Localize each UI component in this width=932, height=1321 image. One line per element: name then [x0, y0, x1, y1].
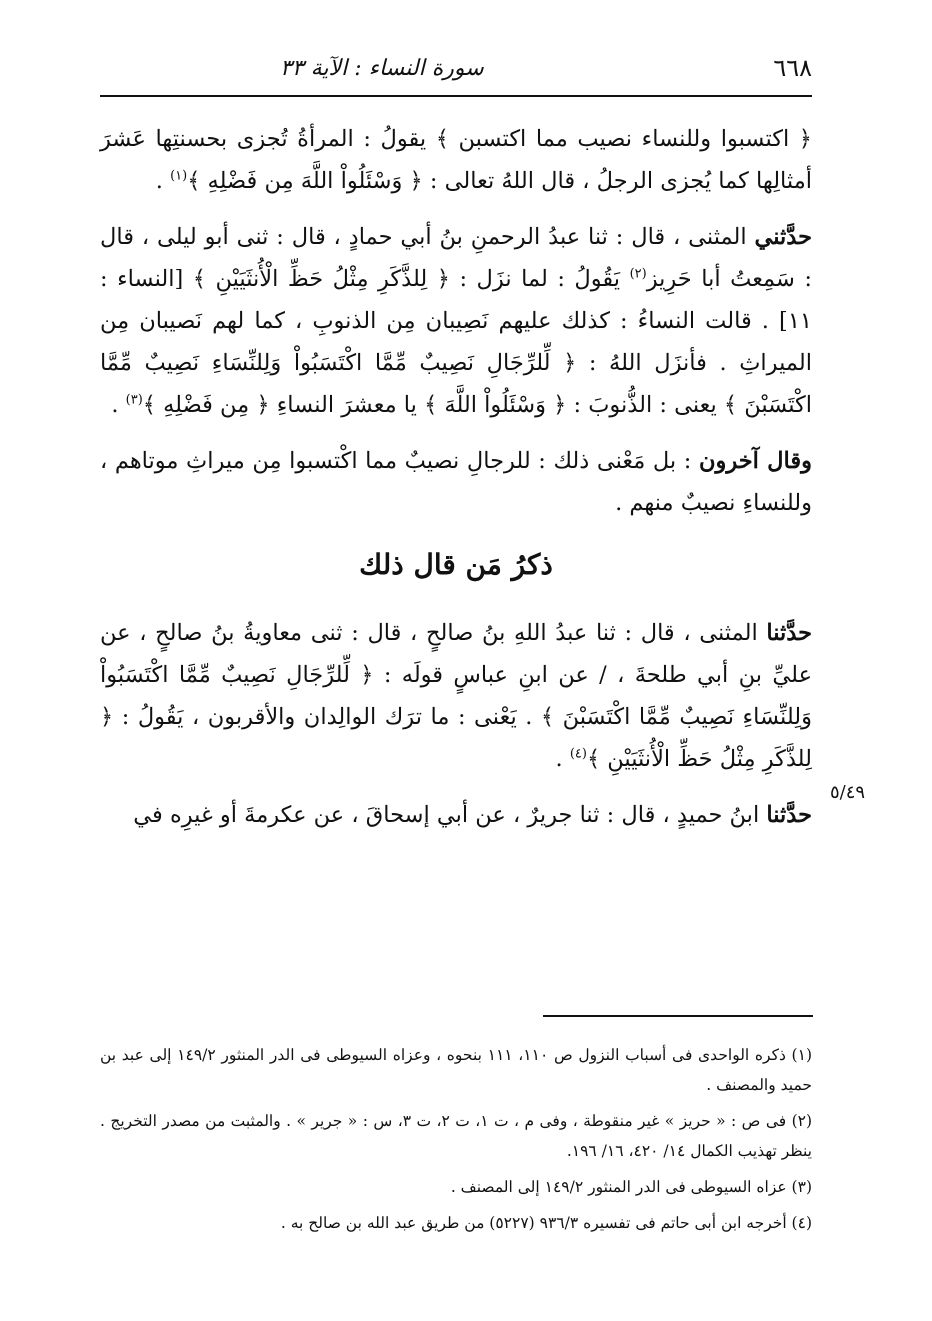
footnote-ref: (١) — [170, 168, 188, 184]
paragraph-lead: وقال آخرون — [698, 448, 813, 474]
paragraph — [100, 216, 812, 426]
paragraph-text: المثنى ، قال : ثنا عبدُ اللهِ بنُ صالحٍ ، قال : ثنى معاويةُ بنُ صالحٍ ، عن عليِّ بنِ أبي طلحةَ ، / عن ابنِ عباسٍ قولَه : ﴿ لِّلرِّجَالِ نَصِيبٌ مِّمَّا اكْتَسَبُواْ وَلِلنِّسَاءِ نَصِيبٌ مِّمَّا اكْتَسَبْنَ ﴾ . يَعْنى : ما ترَك الوالِدان والأقربون ، يَقُولُ : ﴿ لِلذَّكَرِ مِثْلُ حَظِّ الْأُنثَيَيْنِ ﴾ — [100, 620, 812, 772]
page-header — [100, 46, 812, 90]
paragraph-lead: حدَّثنا — [766, 802, 812, 828]
paragraph-text: : بل مَعْنى ذلك : للرجالِ نصيبٌ مما اكْتسبوا مِن ميراثِ موتاهم ، وللنساءِ نصيبٌ منهم . — [100, 448, 812, 516]
margin-page-reference: ٥/٤٩ — [830, 782, 866, 803]
footnote: (٢) فى ص : « حريز » غير منقوطة ، وفى م ، ت ١، ت ٢، ت ٣، س : « جرير » . والمثبت من مصدر التخريج . ينظر تهذيب الكمال ١٤/ ٤٢٠، ١٦/ ١٩٦. — [100, 1112, 813, 1160]
paragraph-tail: . — [555, 746, 570, 772]
footnote: (٤) أخرجه ابن أبى حاتم فى تفسيره ٩٣٦/٣ (٥٢٢٧) من طريق عبد الله بن صالح به . — [280, 1214, 812, 1232]
footnotes — [100, 1040, 812, 1244]
header-rule — [100, 95, 812, 97]
footnote-ref: (٤) — [569, 746, 587, 762]
paragraph-tail: . — [111, 392, 126, 418]
paragraph-text: ﴿ اكتسبوا وللنساء نصيب مما اكتسبن ﴾ يقولُ : المرأةُ تُجزى بحسنتِها عَشرَ أمثالِها كما يُجزى الرجلُ ، قال اللهُ تعالى : ﴿ وَسْئَلُواْ اللَّهَ مِن فَضْلِهِ ﴾ — [100, 126, 812, 194]
paragraph — [100, 118, 812, 202]
paragraph-tail: . — [155, 168, 171, 194]
footnote-ref: (٣) — [125, 392, 143, 408]
page-number: ٦٦٨ — [773, 54, 812, 82]
paragraph-lead: حدَّثني — [754, 224, 812, 250]
paragraph — [100, 440, 812, 524]
section-title: ذكرُ مَن قال ذلك — [359, 548, 553, 581]
footnote-rule — [543, 1015, 813, 1017]
main-text — [100, 118, 812, 850]
paragraph-lead: حدَّثنا — [766, 620, 812, 646]
paragraph-text: يَقُولُ : لما نزَل : ﴿ لِلذَّكَرِ مِثْلُ حَظِّ الْأُنثَيَيْنِ ﴾ [النساء : ١١] . قالت النساءُ : كذلك عليهم نَصِيبان مِن الذنوبِ ، كما لهم نَصيبان مِن الميراثِ . فأنزَل اللهُ : ﴿ لِّلرِّجَالِ نَصِيبٌ مِّمَّا اكْتَسَبُواْ وَلِلنِّسَاءِ نَصِيبٌ مِّمَّا اكْتَسَبْنَ ﴾ يعنى : الذُّنوبَ : ﴿ وَسْئَلُواْ اللَّهَ ﴾ يا معشرَ النساءِ ﴿ مِن فَضْلِهِ ﴾ — [100, 266, 812, 418]
paragraph — [100, 612, 812, 780]
footnote: (٣) عزاه السيوطى فى الدر المنثور ١٤٩/٢ إلى المصنف . — [450, 1178, 812, 1196]
paragraph — [100, 794, 812, 836]
footnote: (١) ذكره الواحدى فى أسباب النزول ص ١١٠، ١١١ بنحوه ، وعزاه السيوطى فى الدر المنثور ١٤٩/٢ إلى عبد بن حميد والمصنف . — [100, 1046, 812, 1094]
footnote-ref: (٢) — [629, 266, 647, 282]
running-title: سورة النساء : الآية ٣٣ — [280, 55, 484, 81]
paragraph-text: ابنُ حميدٍ ، قال : ثنا جريرٌ ، عن أبي إسحاقَ ، عن عكرمةَ أو غيرِه في — [133, 802, 767, 828]
paragraph-text: المثنى ، قال : ثنا عبدُ الرحمنِ بنُ أبي حمادٍ ، قال : ثنى أبو ليلى ، قال : سَمِعتُ أبا حَرِيز — [100, 224, 813, 292]
